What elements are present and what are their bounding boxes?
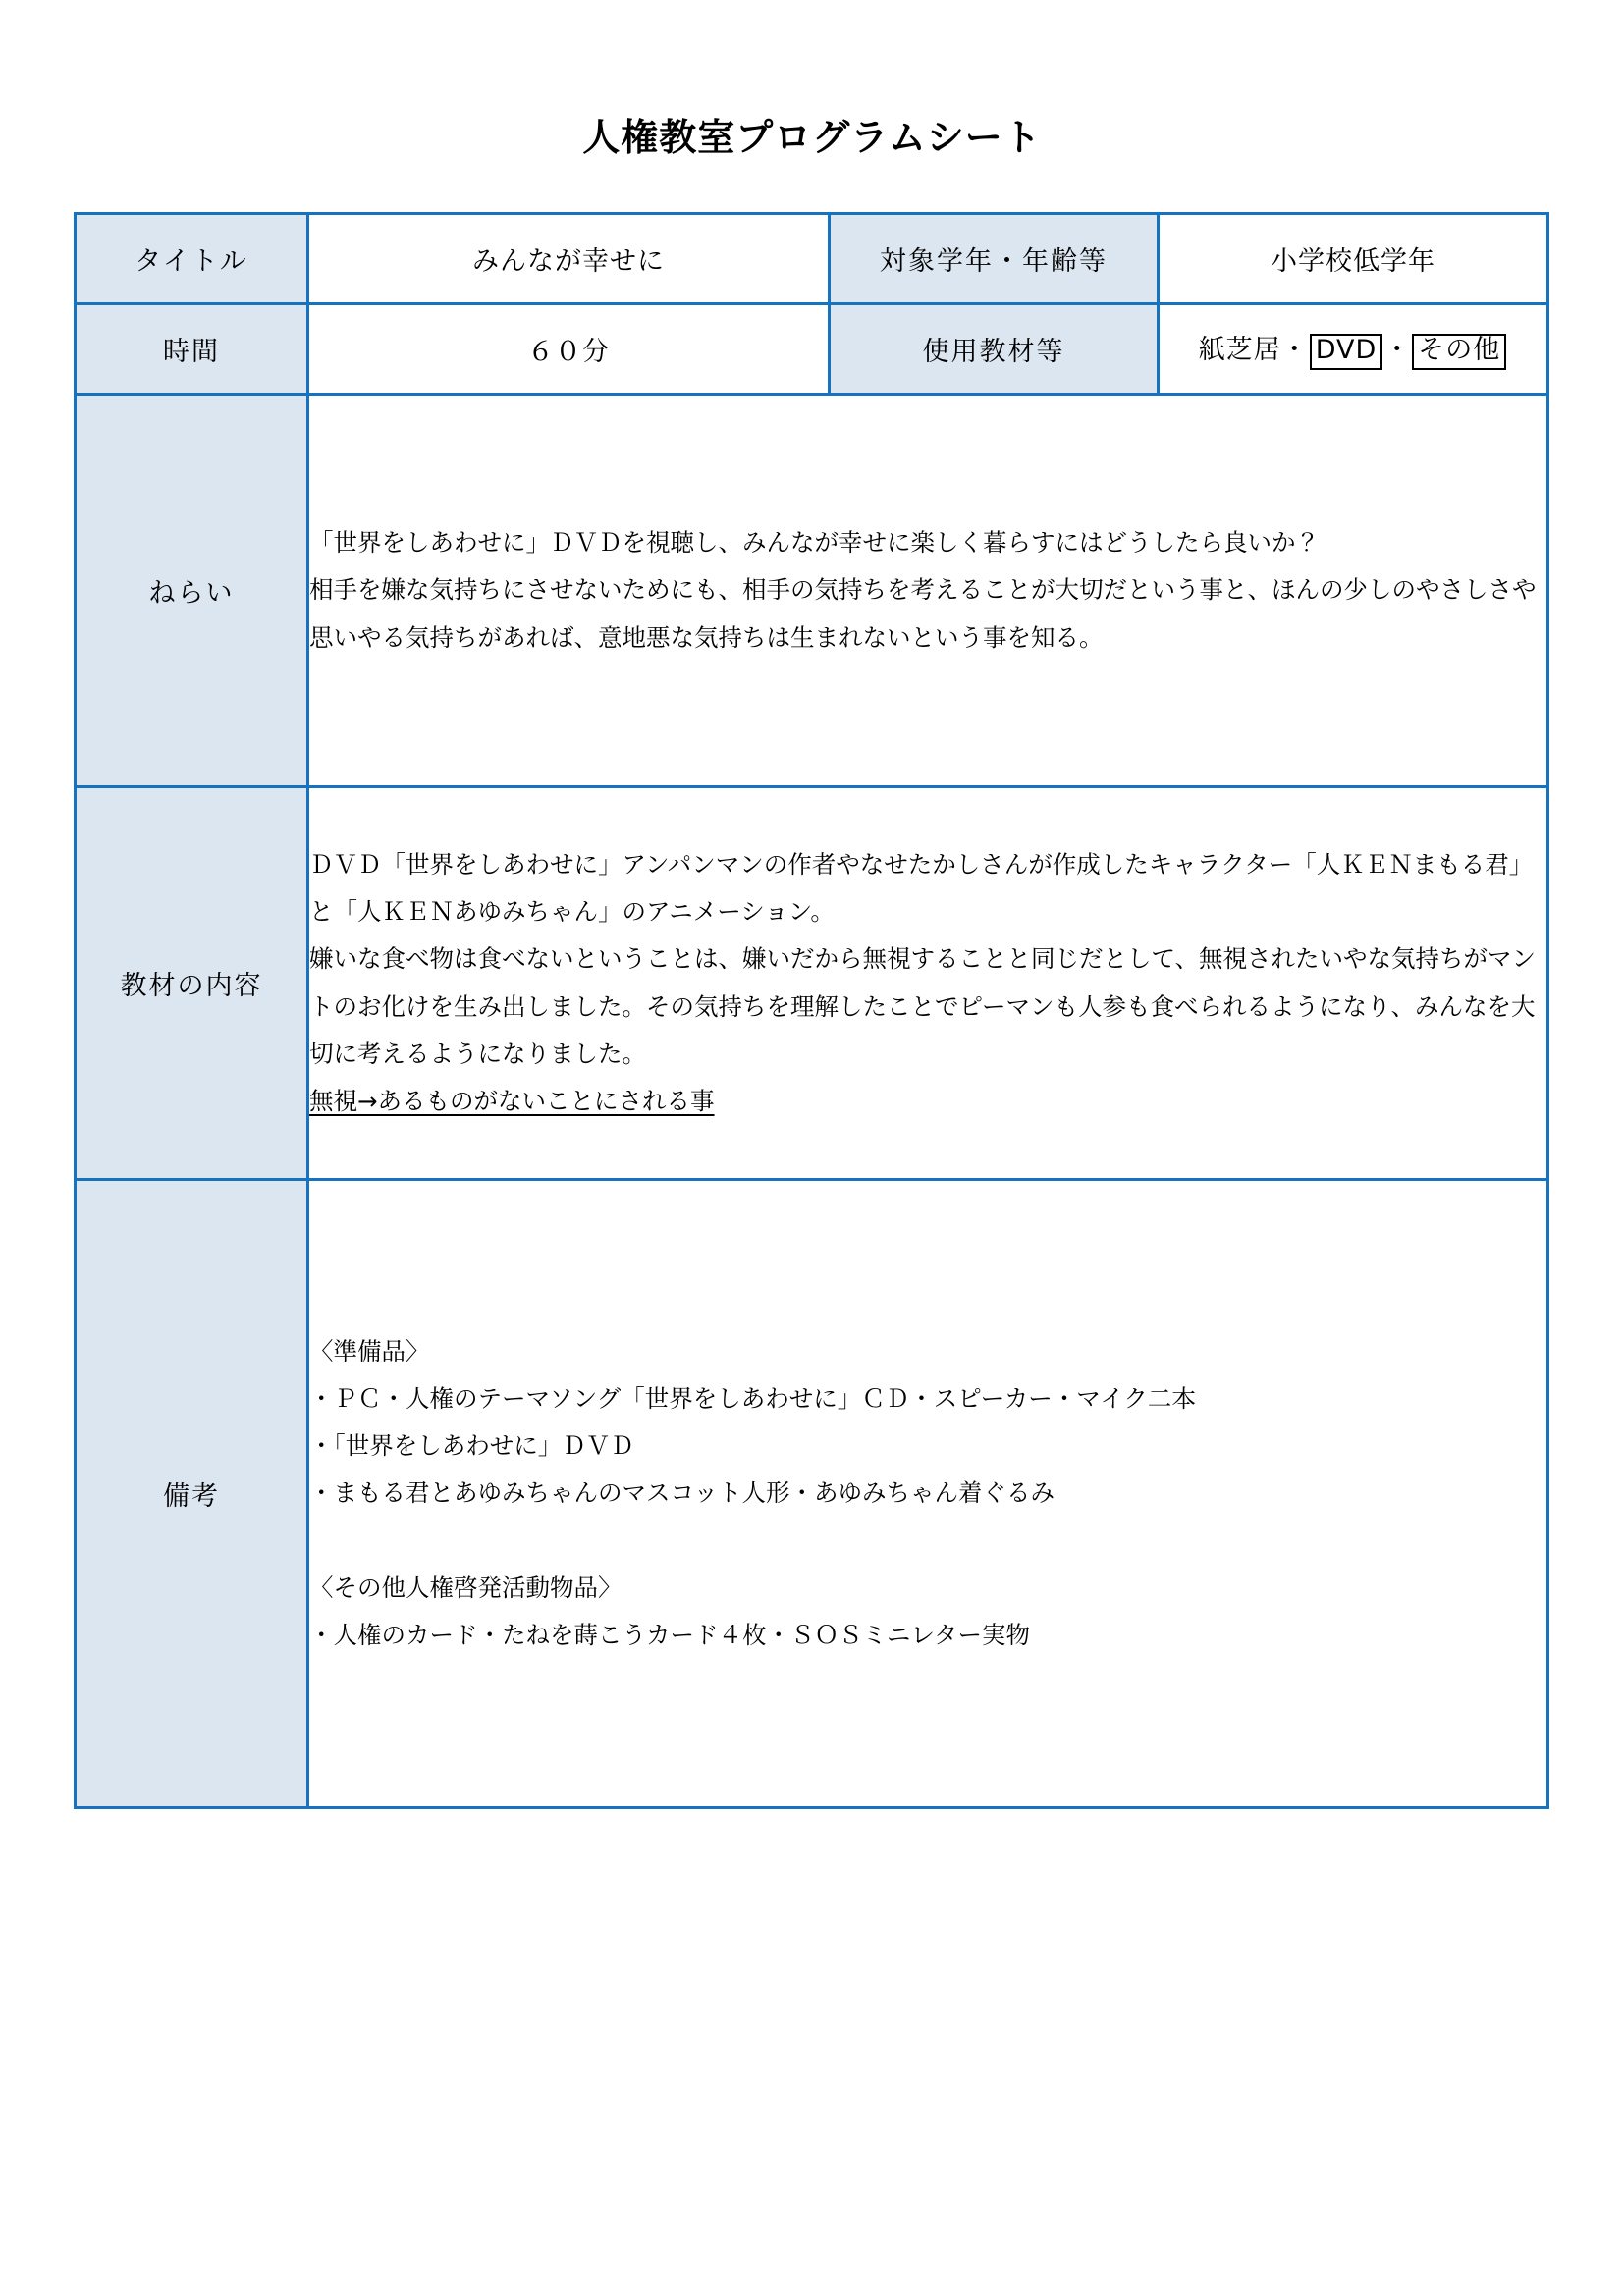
field-value-title: みんなが幸せに [308,214,830,304]
field-value-aim [308,395,1548,787]
material-separator: ・ [1383,335,1412,366]
table-row-material-content [76,787,1548,1180]
field-label-target-grade: 対象学年・年齢等 [830,214,1159,304]
aim-line-1: 「世界をしあわせに」ＤＶＤを視聴し、みんなが幸せに楽しく暮らすにはどうしたら良いか？ [309,528,1320,558]
field-value-material-content [308,787,1548,1180]
notes-item: ・「世界をしあわせに」ＤＶＤ [309,1431,634,1461]
field-label-aim: ねらい [76,395,308,787]
field-label-teaching-materials: 使用教材等 [830,304,1159,395]
page-title: 人権教室プログラムシート [582,116,1042,159]
field-label-duration: 時間 [76,304,308,395]
program-sheet-table [74,212,1549,1809]
notes-item: ・ＰＣ・人権のテーマソング「世界をしあわせに」ＣＤ・スピーカー・マイク二本 [309,1384,1196,1414]
field-value-teaching-materials [1159,304,1548,395]
notes-spacer [309,1518,1546,1565]
material-underlined-note [309,1078,1546,1125]
material-option-other-selected: その他 [1412,334,1506,369]
field-value-duration: ６０分 [308,304,830,395]
table-row-title [76,214,1548,304]
notes-item: ・まもる君とあゆみちゃんのマスコット人形・あゆみちゃん着ぐるみ [309,1478,1056,1508]
field-value-notes [308,1180,1548,1808]
material-underlined-text: 無視→あるものがないことにされる事 [309,1086,715,1115]
material-option-kamishibai: 紙芝居・ [1198,335,1309,366]
material-line-1: ＤＶＤ「世界をしあわせに」アンパンマンの作者やなせたかしさんが作成したキャラクター「人ＫＥＮまもる君」と「人ＫＥＮあゆみちゃん」のアニメーション。 [309,850,1534,927]
field-label-material-content: 教材の内容 [76,787,308,1180]
table-row-time [76,304,1548,395]
material-option-dvd-selected: DVD [1310,334,1383,369]
material-line-2: 嫌いな食べ物は食べないということは、嫌いだから無視することと同じだとして、無視されたいやな気持ちがマントのお化けを生み出しました。その気持ちを理解したことでピーマンも人参も食べられるようになり、みんなを大切に考えるようになりました。 [309,944,1537,1068]
table-row-notes [76,1180,1548,1808]
notes-heading-preparation: 〈準備品〉 [309,1337,430,1366]
table-row-aim [76,395,1548,787]
field-label-title: タイトル [76,214,308,304]
field-value-target-grade: 小学校低学年 [1159,214,1548,304]
notes-item: ・人権のカード・たねを蒔こうカード４枚・ＳＯＳミニレター実物 [309,1620,1031,1649]
aim-line-2: 相手を嫌な気持ちにさせないためにも、相手の気持ちを考えることが大切だという事と、ほんの少しのやさしさや思いやる気持ちがあれば、意地悪な気持ちは生まれないという事を知る。 [309,575,1537,652]
field-label-notes: 備考 [76,1180,308,1808]
notes-heading-other-items: 〈その他人権啓発活動物品〉 [309,1573,623,1602]
